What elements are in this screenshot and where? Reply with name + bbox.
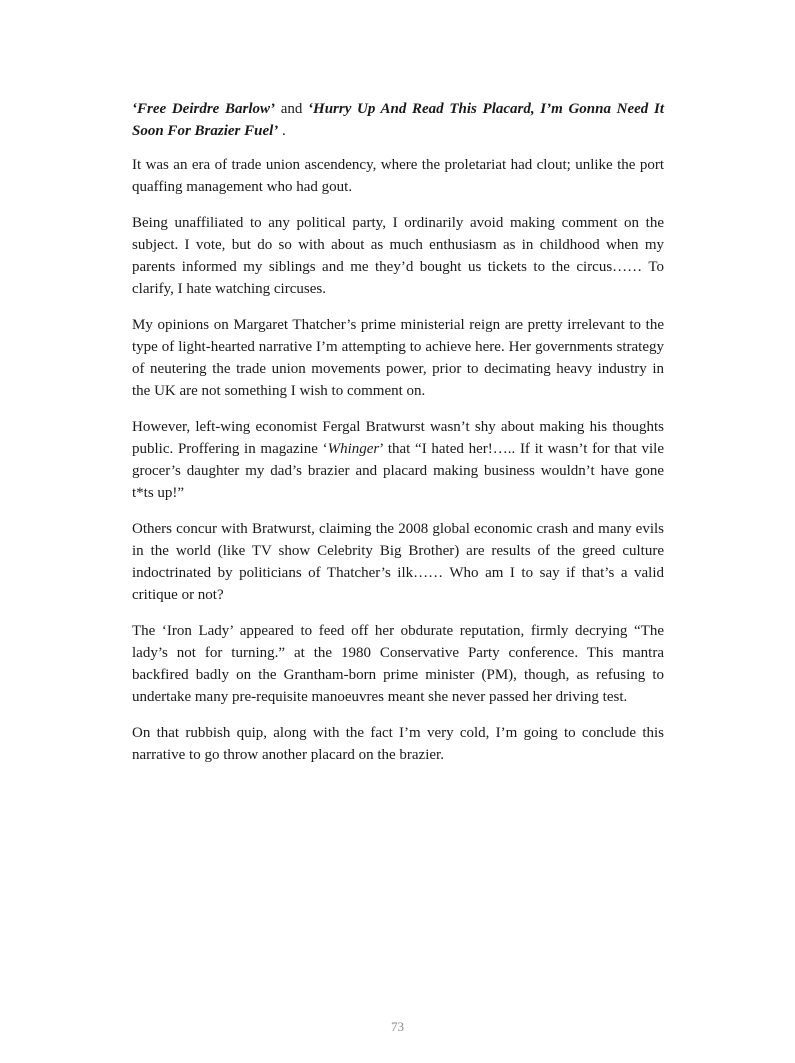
paragraph-trade-union: It was an era of trade union ascendency, where the proletariat had clout; unlike the port quaffing management who had gout. [132, 157, 664, 195]
paragraph-bratwurst [132, 416, 664, 504]
paragraph-unaffiliated: Being unaffiliated to any political party, I ordinarily avoid making comment on the subject. I vote, but do so with about as much enthusiasm as in childhood when my parents informed my siblings and me they’d bought us tickets to the circus…… To clarify, I hate watching circuses. [132, 215, 664, 297]
page-body [132, 98, 664, 780]
paragraph-others-concur: Others concur with Bratwurst, claiming the 2008 global economic crash and many evils in the world (like TV show Celebrity Big Brother) are results of the greed culture indoctrinated by politicians of Thatcher’s ilk…… Who am I to say if that’s a valid critique or not? [132, 521, 664, 603]
magazine-title: Whinger [327, 441, 380, 457]
slogan-hurry-up: ‘Hurry Up And Read This Placard, I’m Gonna Need It Soon For Brazier Fuel’ [132, 101, 664, 139]
slogan-free-deirdre: ‘Free Deirdre Barlow’ [132, 101, 276, 117]
paragraph-opinions: My opinions on Margaret Thatcher’s prime ministerial reign are pretty irrelevant to the type of light-hearted narrative I’m attempting to achieve here. Her governments strategy of neutering the trade union movements power, prior to decimating heavy industry in the UK are not something I wish to comment on. [132, 317, 664, 399]
page-number: 73 [391, 1019, 404, 1034]
placard-slogans [132, 98, 664, 142]
slogan-end: . [278, 123, 286, 139]
paragraph-conclusion: On that rubbish quip, along with the fact I’m very cold, I’m going to conclude this narrative to go throw another placard on the brazier. [132, 725, 664, 763]
bratwurst-text-a: However, left-wing economist Fergal Bratwurst wasn’t shy about making his thoughts public. Proffering in magazine ‘ [132, 419, 664, 457]
slogan-connector: and [275, 101, 309, 117]
bratwurst-text-b: ’ that “I hated her!….. If it wasn’t for that vile grocer’s daughter my dad’s brazier and placard making business wouldn’t have gone t*ts up!” [132, 441, 664, 501]
paragraph-iron-lady: The ‘Iron Lady’ appeared to feed off her obdurate reputation, firmly decrying “The lady’s not for turning.” at the 1980 Conservative Party conference. This mantra backfired badly on the Grantham-born prime minister (PM), though, as refusing to undertake many pre-requisite manoeuvres meant she never passed her driving test. [132, 623, 664, 705]
